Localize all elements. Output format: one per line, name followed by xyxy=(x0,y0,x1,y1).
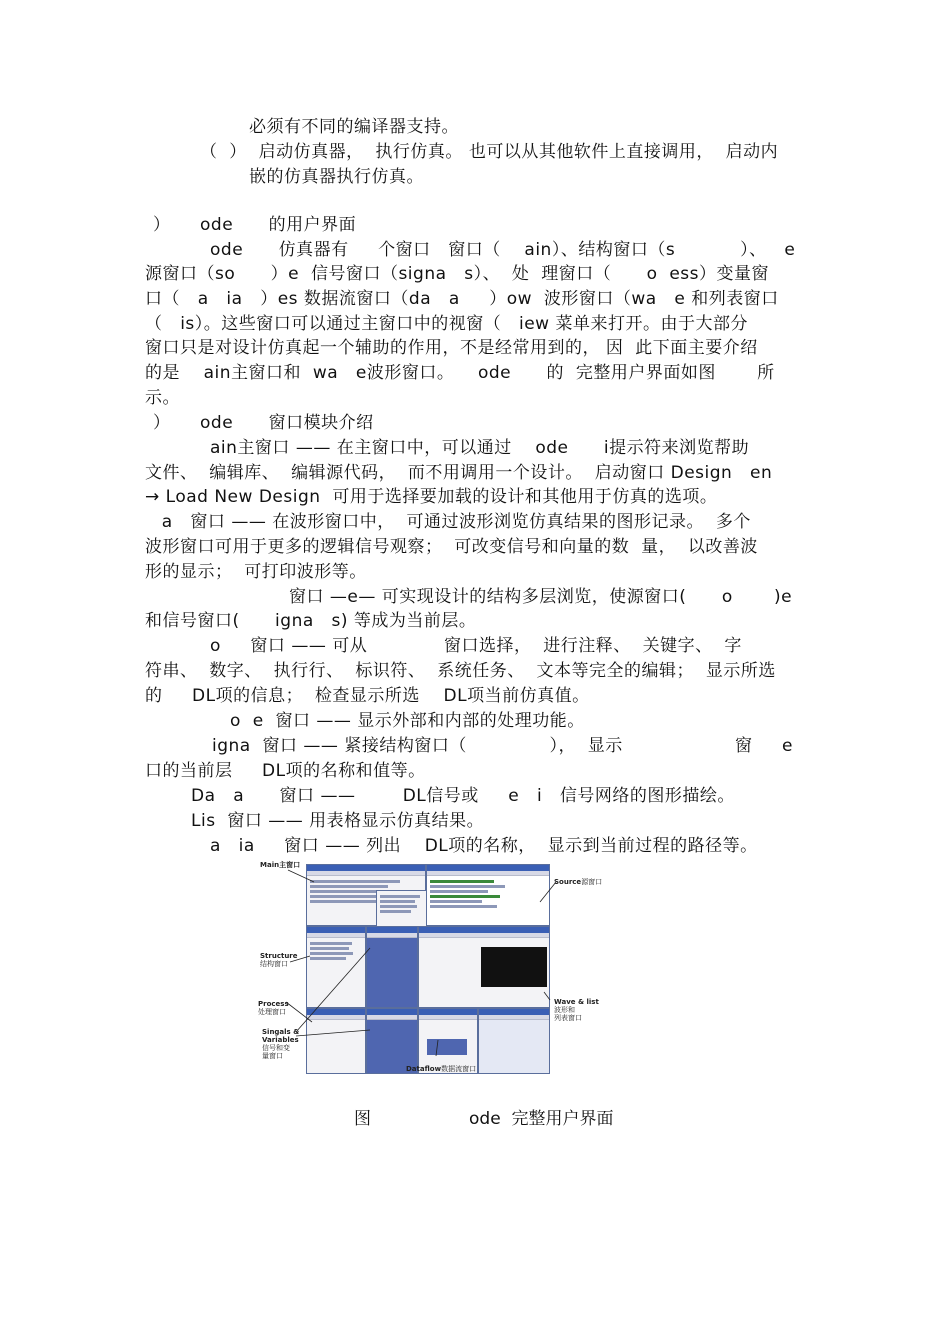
label-dataflow: Dataflow数据流窗口 xyxy=(406,1065,477,1073)
text-line: 口的当前层 DL项的名称和值等。 xyxy=(145,761,426,781)
text-line: a ia 窗口 —— 列出 DL项的名称， 显示到当前过程的路径等。 xyxy=(210,836,758,856)
text-line: 必须有不同的编译器支持。 xyxy=(249,117,459,137)
text-line: 嵌的仿真器执行仿真。 xyxy=(249,167,424,187)
text-line: 窗口只是对设计仿真起一个辅助的作用，不是经常用到的， 因 此下面主要介绍 xyxy=(145,338,758,358)
text-line: 口（ a ia ）es 数据流窗口（da a ）ow 波形窗口（wa e 和列表窗口 xyxy=(145,289,779,309)
text-line: 符串、 数字、 执行行、 标识符、 系统任务、 文本等完全的编辑； 显示所选 xyxy=(145,661,776,681)
callout-lines xyxy=(258,860,598,1075)
text-line: Lis 窗口 —— 用表格显示仿真结果。 xyxy=(191,811,485,831)
figure-caption-title: ode 完整用户界面 xyxy=(469,1109,614,1129)
text-line: 示。 xyxy=(145,388,180,408)
text-line: 形的显示； 可打印波形等。 xyxy=(145,562,367,582)
text-line: 文件、 编辑库、 编辑源代码， 而不用调用一个设计。 启动窗口 Design en xyxy=(145,463,773,483)
text-line: → Load New Design 可用于选择要加载的设计和其他用于仿真的选项。 xyxy=(145,487,718,507)
label-signals-variables: Singals & Variables 信号和变 量窗口 xyxy=(262,1028,300,1060)
text-line: （ is）。这些窗口可以通过主窗口中的视窗（ iew 菜单来打开。由于大部分 xyxy=(145,314,748,334)
figure-caption-label: 图 xyxy=(354,1109,371,1129)
label-wave-list: Wave & list 波形和 列表窗口 xyxy=(554,998,599,1022)
text-line: 的是 ain主窗口和 wa e波形窗口。 ode 的 完整用户界面如图 所 xyxy=(145,363,775,383)
text-line: o e 窗口 —— 显示外部和内部的处理功能。 xyxy=(230,711,585,731)
text-line: ain主窗口 —— 在主窗口中，可以通过 ode i提示符来浏览帮助 xyxy=(210,438,750,458)
label-process: Process 处理窗口 xyxy=(258,1000,289,1016)
text-line: o 窗口 —— 可从 窗口选择， 进行注释、 关键字、 字 xyxy=(210,636,742,656)
text-line: ode 仿真器有 个窗口 窗口（ ain）、结构窗口（s ）、 e xyxy=(210,240,796,260)
label-structure: Structure 结构窗口 xyxy=(260,952,298,968)
text-line: （ ） 启动仿真器， 执行仿真。 也可以从其他软件上直接调用， 启动内 xyxy=(200,142,779,162)
text-line: igna 窗口 —— 紧接结构窗口（ ）， 显示 窗 e xyxy=(212,736,793,756)
text-line: a 窗口 —— 在波形窗口中， 可通过波形浏览仿真结果的图形记录。 多个 xyxy=(150,512,751,532)
modelsim-ui-figure xyxy=(258,860,603,1075)
text-line: ） ode 的用户界面 xyxy=(153,215,357,235)
label-main: Main主窗口 xyxy=(260,861,301,869)
text-line: 源窗口（so ）e 信号窗口（signa s）、 处 理窗口（ o ess）变量窗 xyxy=(145,264,769,284)
text-line: 和信号窗口( igna s) 等成为当前层。 xyxy=(145,611,477,631)
text-line: Da a 窗口 —— DL信号或 e i 信号网络的图形描绘。 xyxy=(191,786,735,806)
text-line: ） ode 窗口模块介绍 xyxy=(153,413,374,433)
text-line: 的 DL项的信息； 检查显示所选 DL项当前仿真值。 xyxy=(145,686,590,706)
text-line: 窗口 —e— 可实现设计的结构多层浏览，使源窗口( o )e xyxy=(289,587,793,607)
text-line: 波形窗口可用于更多的逻辑信号观察； 可改变信号和向量的数 量， 以改善波 xyxy=(145,537,758,557)
label-source: Source源窗口 xyxy=(554,878,603,886)
